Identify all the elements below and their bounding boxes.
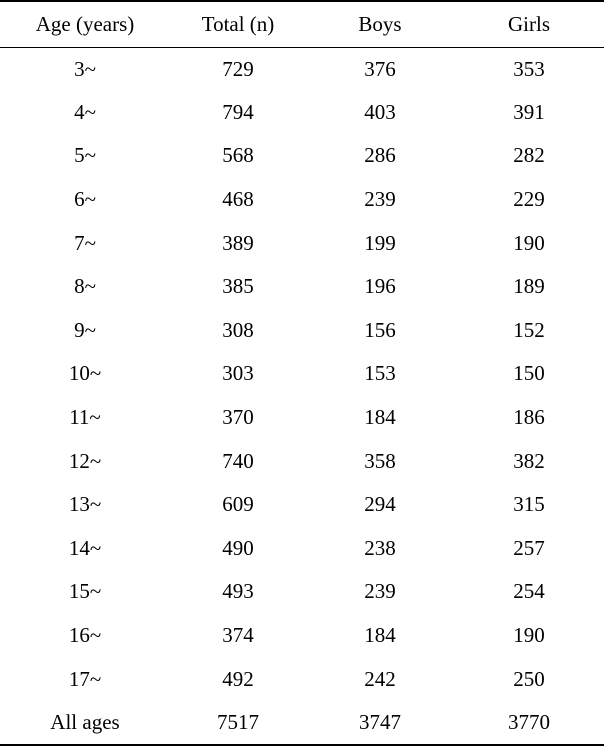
cell-age: 13~ [68, 492, 102, 517]
header-boys: Boys [306, 1, 454, 47]
cell-total: 468 [222, 187, 254, 212]
cell-boys: 199 [364, 230, 396, 255]
cell-girls: 257 [513, 535, 545, 560]
header-age: Age (years) [0, 1, 170, 47]
cell-age: 16~ [68, 623, 102, 648]
cell-age: 10~ [68, 361, 102, 386]
cell-girls: 189 [513, 274, 545, 299]
table-header-row [0, 1, 604, 47]
header-girls: Girls [454, 1, 604, 47]
table-row [0, 134, 604, 178]
table-row [0, 527, 604, 571]
table-row [0, 396, 604, 440]
cell-total: 389 [222, 230, 254, 255]
cell-boys: 196 [364, 274, 396, 299]
cell-age: 14~ [68, 535, 102, 560]
totals-row [0, 701, 604, 745]
cell-boys: 184 [364, 405, 396, 430]
cell-boys-total: 3747 [306, 701, 454, 745]
cell-total: 740 [222, 448, 254, 473]
cell-age: 5~ [74, 143, 96, 168]
table-row [0, 47, 604, 91]
cell-girls: 186 [513, 405, 545, 430]
cell-total: 729 [222, 56, 254, 81]
table-row [0, 439, 604, 483]
cell-boys: 294 [364, 492, 396, 517]
cell-total: 308 [222, 317, 254, 342]
table-row [0, 614, 604, 658]
header-total: Total (n) [170, 1, 306, 47]
cell-age: 17~ [68, 666, 102, 691]
cell-total: 568 [222, 143, 254, 168]
cell-girls: 254 [513, 579, 545, 604]
cell-age-total: All ages [0, 701, 170, 745]
cell-total: 493 [222, 579, 254, 604]
table-row [0, 178, 604, 222]
table-row [0, 265, 604, 309]
table-row [0, 91, 604, 135]
cell-boys: 239 [364, 187, 396, 212]
table-row [0, 657, 604, 701]
cell-total-total: 7517 [170, 701, 306, 745]
cell-boys: 153 [364, 361, 396, 386]
cell-girls: 315 [513, 492, 545, 517]
cell-boys: 286 [364, 143, 396, 168]
cell-girls: 150 [513, 361, 545, 386]
table-row [0, 352, 604, 396]
table-row [0, 221, 604, 265]
cell-age: 6~ [74, 187, 96, 212]
cell-girls-total: 3770 [454, 701, 604, 745]
cell-girls: 190 [513, 230, 545, 255]
cell-boys: 242 [364, 666, 396, 691]
cell-boys: 403 [364, 99, 396, 124]
table-row [0, 309, 604, 353]
cell-girls: 190 [513, 623, 545, 648]
cell-boys: 376 [364, 56, 396, 81]
cell-girls: 391 [513, 99, 545, 124]
cell-age: 4~ [74, 99, 96, 124]
cell-boys: 358 [364, 448, 396, 473]
cell-boys: 184 [364, 623, 396, 648]
cell-total: 370 [222, 405, 254, 430]
cell-total: 374 [222, 623, 254, 648]
cell-age: 15~ [68, 579, 102, 604]
cell-total: 490 [222, 535, 254, 560]
cell-age: 12~ [68, 448, 102, 473]
cell-age: 7~ [74, 230, 96, 255]
cell-girls: 229 [513, 187, 545, 212]
cell-total: 385 [222, 274, 254, 299]
cell-boys: 238 [364, 535, 396, 560]
table-row [0, 483, 604, 527]
cell-total: 492 [222, 666, 254, 691]
cell-boys: 156 [364, 317, 396, 342]
cell-girls: 152 [513, 317, 545, 342]
cell-girls: 382 [513, 448, 545, 473]
cell-total: 794 [222, 99, 254, 124]
cell-age: 3~ [74, 56, 96, 81]
cell-girls: 353 [513, 56, 545, 81]
cell-boys: 239 [364, 579, 396, 604]
cell-girls: 250 [513, 666, 545, 691]
cell-total: 303 [222, 361, 254, 386]
table-row [0, 570, 604, 614]
cell-girls: 282 [513, 143, 545, 168]
cell-age: 8~ [74, 274, 96, 299]
cell-age: 9~ [74, 317, 96, 342]
cell-total: 609 [222, 492, 254, 517]
cell-age: 11~ [69, 405, 101, 430]
